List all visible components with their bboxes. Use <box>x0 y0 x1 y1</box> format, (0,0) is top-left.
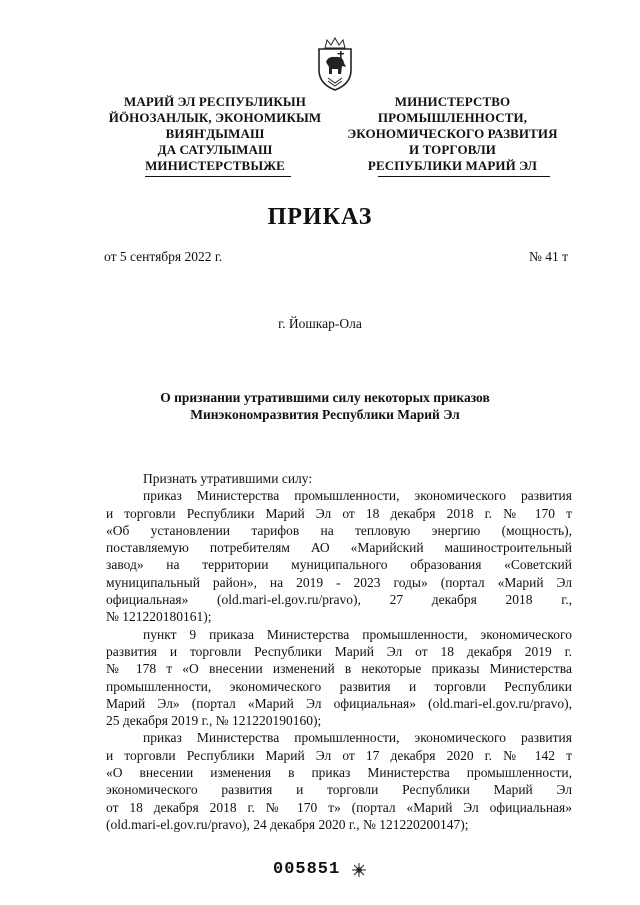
body-line: экономического развития и торговли Республики Марий Эл <box>106 782 572 798</box>
body-line: приказ Министерства промышленности, экономического развития <box>143 488 572 504</box>
ministry-name-russian <box>335 94 570 174</box>
ornament-icon <box>328 78 342 86</box>
body-line: Признать утратившими силу: <box>143 471 313 486</box>
header-left-line: ДА САТУЛЫМАШ <box>157 142 273 157</box>
body-line: Марий Эл» (портал «Марий Эл официальная» (old.mari-el.gov.ru/pravo), <box>106 695 572 711</box>
body-line: приказ Министерства промышленности, экономического развития <box>143 730 572 746</box>
header-left-line: МАРИЙ ЭЛ РЕСПУБЛИКЫН <box>123 94 307 109</box>
body-line: развития и торговли Республики Марий Эл от 18 декабря 2019 г. <box>106 643 572 659</box>
body-line: № 178 т «О внесении изменений в некоторые приказы Министерства <box>106 661 572 677</box>
body-line: 25 декабря 2019 г., № 121220190160); <box>106 713 322 729</box>
serial-number: 005851 <box>273 860 341 879</box>
shield-icon <box>319 49 351 90</box>
body-line: муниципальный район», на 2019 - 2023 годы» (портал «Марий Эл <box>106 574 572 590</box>
header-right-line: ПРОМЫШЛЕННОСТИ, <box>377 110 528 125</box>
order-date: от 5 сентября 2022 г. <box>104 249 223 264</box>
header-right-line: ЭКОНОМИЧЕСКОГО РАЗВИТИЯ <box>347 126 558 141</box>
subject-line: Минэкономразвития Республики Марий Эл <box>190 407 460 422</box>
crown-icon <box>325 38 345 48</box>
header-left-line: МИНИСТЕРСТВЫЖЕ <box>145 158 285 173</box>
body-line: (old.mari-el.gov.ru/pravo), 24 декабря 2020 г., № 121220200147); <box>106 816 469 832</box>
document-title: ПРИКАЗ <box>267 204 373 230</box>
header-right-underline <box>378 176 550 177</box>
header-left-line: ВИЯҤДЫМАШ <box>165 126 265 141</box>
order-number: № 41 т <box>528 249 568 264</box>
body-line: и торговли Республики Марий Эл от 18 декабря 2018 г. № 170 т <box>106 505 572 521</box>
body-line: поставляемую потребителям АО «Марийский машиностроительный <box>106 540 572 556</box>
body-line: и торговли Республики Марий Эл от 17 декабря 2020 г. № 142 т <box>106 747 572 763</box>
body-line: официальная» (old.mari-el.gov.ru/pravo), 27 декабря 2018 г., <box>106 592 572 608</box>
body-line: промышленности, экономического развития и торговли Республики <box>106 678 572 694</box>
body-line: «О внесении изменения в приказ Министерства промышленности, <box>106 765 572 781</box>
body-line: № 121220180161); <box>106 609 212 625</box>
stamp-star-icon <box>351 862 367 878</box>
body-line: «Об установлении тарифов на тепловую энергию (мощность), <box>106 522 572 538</box>
order-body <box>106 470 572 833</box>
header-right-line: РЕСПУБЛИКИ МАРИЙ ЭЛ <box>367 158 538 173</box>
subject-line: О признании утратившими силу некоторых приказов <box>160 390 490 405</box>
body-line: пункт 9 приказа Министерства промышленности, экономического <box>143 626 572 642</box>
ministry-name-mari <box>95 94 335 174</box>
order-city: г. Йошкар-Ола <box>278 316 362 331</box>
header-right-line: И ТОРГОВЛИ <box>409 142 496 157</box>
order-subject <box>110 389 540 423</box>
coat-of-arms-emblem <box>313 36 357 92</box>
header-right-line: МИНИСТЕРСТВО <box>394 94 511 109</box>
header-left-underline <box>145 176 291 177</box>
body-line: завод» на территории муниципального образования «Советский <box>106 557 572 573</box>
bear-icon <box>326 51 346 74</box>
header-left-line: ЙÖНОЗАНЛЫК, ЭКОНОМИКЫМ <box>108 110 322 125</box>
body-line: от 18 декабря 2018 г. № 170 т» (портал «Марий Эл официальная» <box>106 799 572 815</box>
